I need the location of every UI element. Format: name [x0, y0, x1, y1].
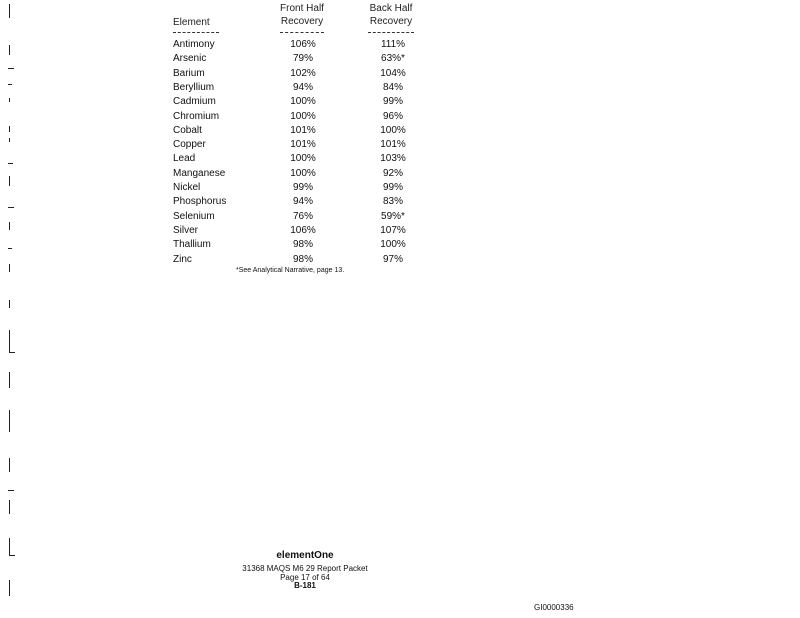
bates-number: GI0000336: [534, 603, 574, 612]
front-half-recovery-cell: 100%: [290, 96, 316, 108]
element-name-cell: Cobalt: [173, 124, 202, 136]
back-half-recovery-cell: 83%: [382, 196, 403, 208]
header-underline-back-half: [368, 32, 414, 33]
column-header-back-half: [351, 2, 431, 28]
front-half-recovery-cell: 100%: [290, 110, 316, 122]
front-half-header-line1: Front Half: [280, 3, 324, 14]
back-half-recovery-cell: 111%: [380, 39, 406, 50]
back-half-recovery-cell: 59%*: [381, 210, 405, 222]
table-row: [173, 52, 433, 66]
table-row: [173, 253, 433, 267]
element-name-cell: Cadmium: [173, 96, 216, 108]
table-row: [173, 238, 433, 252]
table-footnote: *See Analytical Narrative, page 13.: [236, 267, 345, 274]
front-half-recovery-cell: 101%: [290, 124, 316, 136]
table-row: [173, 81, 433, 95]
front-half-recovery-cell: 94%: [292, 81, 313, 93]
element-name-cell: Selenium: [173, 210, 215, 222]
back-half-recovery-cell: 103%: [380, 153, 406, 165]
footer-report-title: 31368 MAQS M6 29 Report Packet: [242, 564, 368, 573]
table-row: [173, 110, 433, 124]
front-half-recovery-cell: 106%: [290, 224, 316, 236]
back-half-recovery-cell: 92%: [382, 167, 403, 179]
front-half-recovery-cell: 100%: [290, 167, 316, 179]
back-half-recovery-cell: 99%: [382, 182, 403, 193]
front-half-recovery-cell: 98%: [292, 239, 313, 251]
table-row: [173, 195, 433, 209]
back-half-recovery-cell: 63%*: [381, 53, 405, 65]
header-underline-front-half: [280, 32, 324, 33]
table-row: [173, 224, 433, 238]
header-underline-element: [173, 32, 219, 33]
element-name-cell: Antimony: [173, 39, 215, 50]
column-header-element: Element: [173, 17, 210, 28]
element-name-cell: Beryllium: [173, 81, 215, 93]
element-name-cell: Arsenic: [173, 53, 207, 65]
element-name-cell: Barium: [173, 67, 205, 79]
table-row: [173, 167, 433, 181]
front-half-recovery-cell: 76%: [292, 210, 313, 222]
back-half-recovery-cell: 99%: [382, 96, 403, 108]
element-name-cell: Manganese: [173, 167, 226, 179]
element-name-cell: Nickel: [173, 182, 201, 193]
footer-page-number: Page 17 of 64: [280, 573, 330, 582]
back-half-recovery-cell: 97%: [382, 253, 403, 265]
table-row: [173, 38, 433, 52]
element-name-cell: Thallium: [173, 239, 211, 251]
footer-brand: elementOne: [276, 550, 334, 561]
table-row: [173, 67, 433, 81]
table-row: [173, 210, 433, 224]
front-half-header-line2: Recovery: [280, 16, 324, 27]
back-half-recovery-cell: 107%: [380, 224, 406, 236]
element-name-cell: Phosphorus: [173, 196, 227, 208]
front-half-recovery-cell: 94%: [292, 196, 313, 208]
back-half-recovery-cell: 100%: [380, 239, 406, 251]
front-half-recovery-cell: 99%: [292, 182, 313, 193]
table-row: [173, 124, 433, 138]
element-name-cell: Chromium: [173, 110, 220, 122]
front-half-recovery-cell: 102%: [290, 67, 316, 79]
table-row: [173, 181, 433, 195]
front-half-recovery-cell: 101%: [290, 139, 316, 151]
footer-section-page: B-181: [294, 581, 316, 590]
back-half-recovery-cell: 104%: [380, 67, 406, 79]
back-half-recovery-cell: 84%: [382, 81, 403, 93]
table-row: [173, 138, 433, 152]
column-header-front-half: [262, 2, 342, 28]
back-half-recovery-cell: 101%: [380, 139, 406, 151]
front-half-recovery-cell: 98%: [292, 253, 313, 265]
element-name-cell: Copper: [173, 139, 206, 151]
element-name-cell: Silver: [173, 224, 199, 236]
back-half-recovery-cell: 96%: [382, 110, 403, 122]
back-half-header-line1: Back Half: [369, 3, 413, 14]
element-name-cell: Zinc: [173, 253, 192, 265]
table-row: [173, 152, 433, 166]
front-half-recovery-cell: 106%: [290, 39, 316, 50]
back-half-recovery-cell: 100%: [380, 124, 406, 136]
element-name-cell: Lead: [173, 153, 196, 165]
front-half-recovery-cell: 100%: [290, 153, 316, 165]
back-half-header-line2: Recovery: [369, 16, 413, 27]
front-half-recovery-cell: 79%: [292, 53, 313, 65]
table-row: [173, 95, 433, 109]
